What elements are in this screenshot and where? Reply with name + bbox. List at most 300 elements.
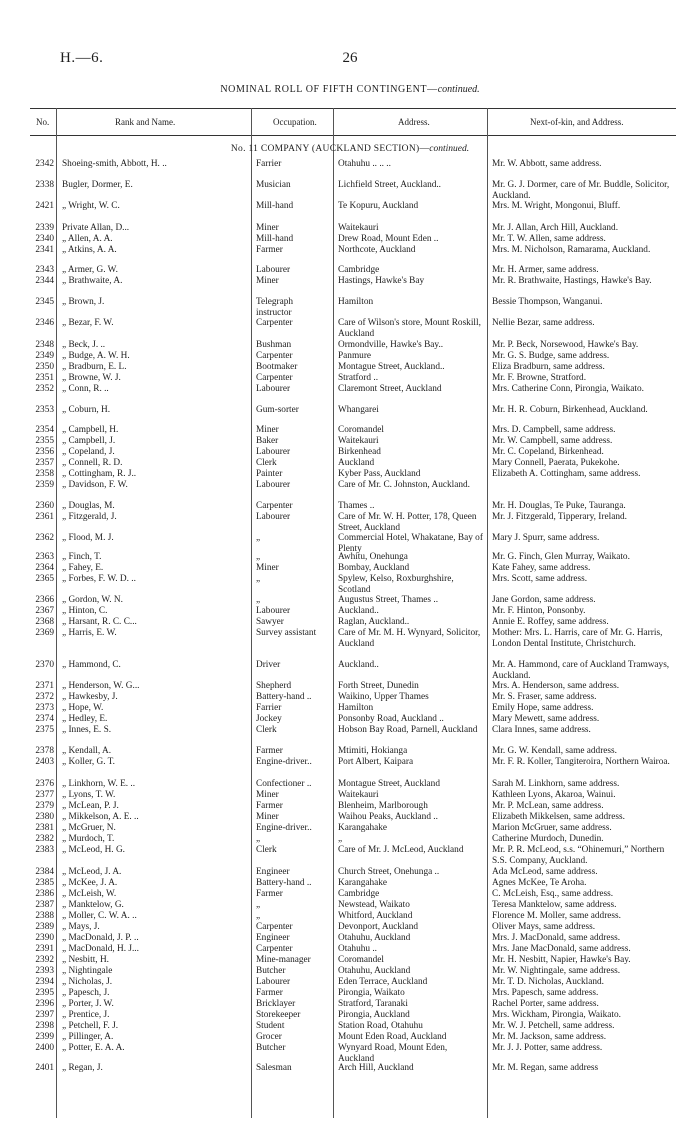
service-number: 2359 xyxy=(35,480,54,490)
rank-and-name: „ Koller, G. T. xyxy=(62,757,115,767)
occupation: Miner xyxy=(256,790,279,800)
occupation: Farmer xyxy=(256,245,283,255)
service-number: 2383 xyxy=(35,845,54,855)
occupation: Carpenter xyxy=(256,318,293,328)
address: Newstead, Waikato xyxy=(338,900,410,910)
next-of-kin: Mr. F. Browne, Stratford. xyxy=(492,373,587,383)
service-number: 2341 xyxy=(35,245,54,255)
occupation: Battery-hand .. xyxy=(256,878,312,888)
occupation: Labourer xyxy=(256,265,291,275)
address: Care of Mr. M. H. Wynyard, Solicitor, Auckland xyxy=(338,628,481,649)
service-number: 2356 xyxy=(35,447,54,457)
rank-and-name: „ Armer, G. W. xyxy=(62,265,118,275)
next-of-kin: Mr. J. Allan, Arch Hill, Auckland. xyxy=(492,223,619,233)
service-number: 2395 xyxy=(35,988,54,998)
next-of-kin: C. McLeish, Esq., same address. xyxy=(492,889,614,899)
page-header xyxy=(60,50,640,70)
occupation: Carpenter xyxy=(256,501,293,511)
next-of-kin: Kate Fahey, same address. xyxy=(492,563,591,573)
service-number: 2393 xyxy=(35,966,54,976)
column-divider xyxy=(487,108,488,1118)
occupation: Carpenter xyxy=(256,351,293,361)
address: „ xyxy=(338,834,343,844)
next-of-kin: Mrs. Wickham, Pirongia, Waikato. xyxy=(492,1010,621,1020)
rank-and-name: „ Fitzgerald, J. xyxy=(62,512,117,522)
service-number: 2345 xyxy=(35,297,54,307)
address: Claremont Street, Auckland xyxy=(338,384,442,394)
occupation: Butcher xyxy=(256,966,286,976)
address: Port Albert, Kaipara xyxy=(338,757,414,767)
next-of-kin: Emily Hope, same address. xyxy=(492,703,594,713)
next-of-kin: Mr. H. Nesbitt, Napier, Hawke's Bay. xyxy=(492,955,631,965)
service-number: 2377 xyxy=(35,790,54,800)
rank-and-name: „ Murdoch, T. xyxy=(62,834,115,844)
address: Commercial Hotel, Whakatane, Bay of Plenty xyxy=(338,533,483,554)
next-of-kin: Sarah M. Linkhorn, same address. xyxy=(492,779,620,789)
service-number: 2386 xyxy=(35,889,54,899)
rank-and-name: „ Bezar, F. W. xyxy=(62,318,114,328)
occupation: Carpenter xyxy=(256,922,293,932)
address: Cambridge xyxy=(338,265,380,275)
occupation: „ xyxy=(256,900,261,910)
occupation: Driver xyxy=(256,660,281,670)
rank-and-name: „ Potter, E. A. A. xyxy=(62,1043,125,1053)
service-number: 2348 xyxy=(35,340,54,350)
next-of-kin: Elizabeth A. Cottingham, same address. xyxy=(492,469,641,479)
service-number: 2339 xyxy=(35,223,54,233)
rank-and-name: „ Mikkelson, A. E. .. xyxy=(62,812,139,822)
service-number: 2349 xyxy=(35,351,54,361)
occupation: Mill-hand xyxy=(256,234,294,244)
rank-and-name: „ Forbes, F. W. D. .. xyxy=(62,574,136,584)
address: Hamilton xyxy=(338,297,374,307)
next-of-kin: Mr. G. J. Dormer, care of Mr. Buddle, Solicitor, Auckland. xyxy=(492,180,670,201)
service-number: 2392 xyxy=(35,955,54,965)
company-title: No. 11 COMPANY (AUCKLAND SECTION)— xyxy=(230,144,430,154)
service-number: 2388 xyxy=(35,911,54,921)
next-of-kin: Rachel Porter, same address. xyxy=(492,999,599,1009)
address: Waihou Peaks, Auckland .. xyxy=(338,812,438,822)
rank-and-name: „ MacDonald, H. J... xyxy=(62,944,139,954)
service-number: 2374 xyxy=(35,714,54,724)
rank-and-name: Private Allan, D... xyxy=(62,223,130,233)
rank-and-name: „ Nesbitt, H. xyxy=(62,955,109,965)
occupation: Confectioner .. xyxy=(256,779,312,789)
occupation: Baker xyxy=(256,436,279,446)
next-of-kin: Mr. W. Nightingale, same address. xyxy=(492,966,621,976)
rank-and-name: „ Hinton, C. xyxy=(62,606,108,616)
next-of-kin: Mr. G. Finch, Glen Murray, Waikato. xyxy=(492,552,630,562)
service-number: 2382 xyxy=(35,834,54,844)
occupation: Sawyer xyxy=(256,617,284,627)
occupation: Engine-driver.. xyxy=(256,757,312,767)
occupation: Bushman xyxy=(256,340,292,350)
next-of-kin: Mr. F. R. Koller, Tangiteroira, Northern Wairoa. xyxy=(492,757,670,767)
occupation: Labourer xyxy=(256,977,291,987)
rank-and-name: „ Manktelow, G. xyxy=(62,900,124,910)
occupation: Labourer xyxy=(256,606,291,616)
company-heading xyxy=(0,144,700,154)
address: Hamilton xyxy=(338,703,374,713)
address: Panmure xyxy=(338,351,372,361)
next-of-kin: Mary Connell, Paerata, Pukekohe. xyxy=(492,458,620,468)
rank-and-name: „ Harris, E. W. xyxy=(62,628,117,638)
rank-and-name: „ Harsant, R. C. C... xyxy=(62,617,137,627)
occupation: Bootmaker xyxy=(256,362,298,372)
occupation: Clerk xyxy=(256,458,277,468)
service-number: 2403 xyxy=(35,757,54,767)
next-of-kin: Mr. R. Brathwaite, Hastings, Hawke's Bay. xyxy=(492,276,652,286)
service-number: 2375 xyxy=(35,725,54,735)
next-of-kin: Bessie Thompson, Wanganui. xyxy=(492,297,603,307)
address: Care of Mr. C. Johnston, Auckland. xyxy=(338,480,470,490)
next-of-kin: Nellie Bezar, same address. xyxy=(492,318,595,328)
rank-and-name: „ Papesch, J. xyxy=(62,988,110,998)
next-of-kin: Catherine Murdoch, Dunedin. xyxy=(492,834,604,844)
next-of-kin: Mrs. A. Henderson, same address. xyxy=(492,681,620,691)
next-of-kin: Mr. F. Hinton, Ponsonby. xyxy=(492,606,586,616)
address: Whangarei xyxy=(338,405,379,415)
address: Northcote, Auckland xyxy=(338,245,416,255)
service-number: 2372 xyxy=(35,692,54,702)
occupation: „ xyxy=(256,911,261,921)
rank-and-name: „ Campbell, H. xyxy=(62,425,119,435)
service-number: 2357 xyxy=(35,458,54,468)
next-of-kin: Oliver Mays, same address. xyxy=(492,922,596,932)
next-of-kin: Jane Gordon, same address. xyxy=(492,595,596,605)
address: Karangahake xyxy=(338,878,388,888)
service-number: 2391 xyxy=(35,944,54,954)
address: Awhitu, Onehunga xyxy=(338,552,408,562)
next-of-kin: Mr. G. S. Budge, same address. xyxy=(492,351,610,361)
next-of-kin: Mr. W. Abbott, same address. xyxy=(492,159,602,169)
service-number: 2358 xyxy=(35,469,54,479)
roll-title-continued: continued. xyxy=(437,84,480,95)
next-of-kin: Mr. M. Jackson, same address. xyxy=(492,1032,607,1042)
service-number: 2398 xyxy=(35,1021,54,1031)
rank-and-name: „ Hedley, E. xyxy=(62,714,108,724)
col-header-rank-name: Rank and Name. xyxy=(115,117,176,127)
rank-and-name: „ Petchell, F. J. xyxy=(62,1021,119,1031)
address: Care of Mr. W. H. Potter, 178, Queen Street, Auckland xyxy=(338,512,477,533)
service-number: 2364 xyxy=(35,563,54,573)
address: Waitekauri xyxy=(338,790,379,800)
rank-and-name: „ Henderson, W. G... xyxy=(62,681,140,691)
occupation: Grocer xyxy=(256,1032,282,1042)
rank-and-name: „ Lyons, T. W. xyxy=(62,790,116,800)
address: Care of Wilson's store, Mount Roskill, Auckland xyxy=(338,318,481,339)
occupation: Storekeeper xyxy=(256,1010,301,1020)
service-number: 2368 xyxy=(35,617,54,627)
rank-and-name: „ Linkhorn, W. E. .. xyxy=(62,779,136,789)
occupation: Butcher xyxy=(256,1043,286,1053)
service-number: 2381 xyxy=(35,823,54,833)
occupation: Telegraph instructor xyxy=(256,297,294,318)
address: Eden Terrace, Auckland xyxy=(338,977,428,987)
rank-and-name: „ Connell, R. D. xyxy=(62,458,123,468)
rank-and-name: „ Bradburn, E. L. xyxy=(62,362,127,372)
service-number: 2367 xyxy=(35,606,54,616)
rank-and-name: „ Atkins, A. A. xyxy=(62,245,117,255)
col-header-no: No. xyxy=(36,117,50,127)
roll-title xyxy=(0,84,700,95)
address: Birkenhead xyxy=(338,447,381,457)
service-number: 2338 xyxy=(35,180,54,190)
service-number: 2379 xyxy=(35,801,54,811)
service-number: 2363 xyxy=(35,552,54,562)
roll-title-text: NOMINAL ROLL OF FIFTH CONTINGENT— xyxy=(220,84,438,95)
occupation: „ xyxy=(256,552,261,562)
col-header-occupation: Occupation. xyxy=(273,117,317,127)
rank-and-name: „ Conn, R. .. xyxy=(62,384,109,394)
column-header-row xyxy=(30,108,676,136)
service-number: 2387 xyxy=(35,900,54,910)
address: Pirongia, Waikato xyxy=(338,988,405,998)
address: Station Road, Otahuhu xyxy=(338,1021,423,1031)
next-of-kin: Mr. J. J. Potter, same address. xyxy=(492,1043,603,1053)
address: Waitekauri xyxy=(338,436,379,446)
address: Devonport, Auckland xyxy=(338,922,419,932)
rank-and-name: Bugler, Dormer, E. xyxy=(62,180,133,190)
address: Cambridge xyxy=(338,889,380,899)
occupation: Miner xyxy=(256,223,279,233)
address: Otahuhu, Auckland xyxy=(338,966,411,976)
occupation: Carpenter xyxy=(256,373,293,383)
company-continued: continued. xyxy=(429,144,470,154)
address: Raglan, Auckland.. xyxy=(338,617,410,627)
occupation: Musician xyxy=(256,180,291,190)
rank-and-name: „ Brown, J. xyxy=(62,297,105,307)
rank-and-name: „ Copeland, J. xyxy=(62,447,115,457)
rank-and-name: Shoeing-smith, Abbott, H. .. xyxy=(62,159,167,169)
series-code: H.—6. xyxy=(60,50,104,66)
service-number: 2355 xyxy=(35,436,54,446)
occupation: Student xyxy=(256,1021,285,1031)
occupation: Mill-hand xyxy=(256,201,294,211)
rank-and-name: „ Allen, A. A. xyxy=(62,234,113,244)
occupation: Labourer xyxy=(256,447,291,457)
column-divider xyxy=(251,108,252,1118)
rank-and-name: „ Kendall, A. xyxy=(62,746,112,756)
rank-and-name: „ Douglas, M. xyxy=(62,501,115,511)
next-of-kin: Marion McGruer, same address. xyxy=(492,823,612,833)
occupation: „ xyxy=(256,834,261,844)
address: Lichfield Street, Auckland.. xyxy=(338,180,442,190)
address: Coromandel xyxy=(338,955,384,965)
next-of-kin: Ada McLeod, same address. xyxy=(492,867,598,877)
occupation: Survey assistant xyxy=(256,628,317,638)
address: Ormondville, Hawke's Bay.. xyxy=(338,340,444,350)
service-number: 2378 xyxy=(35,746,54,756)
next-of-kin: Mr. T. W. Allen, same address. xyxy=(492,234,606,244)
service-number: 2376 xyxy=(35,779,54,789)
address: Church Street, Onehunga .. xyxy=(338,867,440,877)
occupation: Labourer xyxy=(256,480,291,490)
rank-and-name: „ Nicholas, J. xyxy=(62,977,113,987)
rank-and-name: „ McLeod, J. A. xyxy=(62,867,122,877)
occupation: Farmer xyxy=(256,988,283,998)
service-number: 2351 xyxy=(35,373,54,383)
service-number: 2360 xyxy=(35,501,54,511)
rank-and-name: „ Campbell, J. xyxy=(62,436,116,446)
next-of-kin: Mr. W. J. Petchell, same address. xyxy=(492,1021,615,1031)
occupation: Clerk xyxy=(256,845,277,855)
service-number: 2366 xyxy=(35,595,54,605)
address: Kyber Pass, Auckland xyxy=(338,469,421,479)
column-divider xyxy=(333,108,334,1118)
occupation: Farmer xyxy=(256,746,283,756)
address: Pirongia, Auckland xyxy=(338,1010,410,1020)
rank-and-name: „ Flood, M. J. xyxy=(62,533,114,543)
next-of-kin: Annie E. Roffey, same address. xyxy=(492,617,609,627)
service-number: 2340 xyxy=(35,234,54,244)
next-of-kin: Mrs. M. Nicholson, Ramarama, Auckland. xyxy=(492,245,651,255)
rank-and-name: „ McLeish, W. xyxy=(62,889,117,899)
next-of-kin: Mr. J. Fitzgerald, Tipperary, Ireland. xyxy=(492,512,627,522)
address: Waitekauri xyxy=(338,223,379,233)
service-number: 2365 xyxy=(35,574,54,584)
next-of-kin: Mr. G. W. Kendall, same address. xyxy=(492,746,617,756)
service-number: 2370 xyxy=(35,660,54,670)
next-of-kin: Mr. C. Copeland, Birkenhead. xyxy=(492,447,604,457)
occupation: Salesman xyxy=(256,1063,292,1073)
occupation: Labourer xyxy=(256,512,291,522)
occupation: Engineer xyxy=(256,867,290,877)
rank-and-name: „ Fahey, E. xyxy=(62,563,104,573)
rank-and-name: „ Beck, J. .. xyxy=(62,340,106,350)
rank-and-name: „ McLean, P. J. xyxy=(62,801,119,811)
service-number: 2384 xyxy=(35,867,54,877)
service-number: 2385 xyxy=(35,878,54,888)
service-number: 2400 xyxy=(35,1043,54,1053)
next-of-kin: Mr. P. Beck, Norsewood, Hawke's Bay. xyxy=(492,340,639,350)
rank-and-name: „ Brathwaite, A. xyxy=(62,276,123,286)
occupation: Carpenter xyxy=(256,944,293,954)
rank-and-name: „ McKee, J. A. xyxy=(62,878,118,888)
rank-and-name: „ Cottingham, R. J.. xyxy=(62,469,137,479)
occupation: „ xyxy=(256,595,261,605)
next-of-kin: Florence M. Moller, same address. xyxy=(492,911,621,921)
address: Otahuhu .. .. .. xyxy=(338,159,391,169)
rank-and-name: „ Pillinger, A. xyxy=(62,1032,114,1042)
column-divider xyxy=(56,108,57,1118)
rank-and-name: „ Hammond, C. xyxy=(62,660,121,670)
col-header-next-of-kin: Next-of-kin, and Address. xyxy=(530,117,624,127)
next-of-kin: Clara Innes, same address. xyxy=(492,725,591,735)
address: Arch Hill, Auckland xyxy=(338,1063,414,1073)
address: Montague Street, Auckland.. xyxy=(338,362,445,372)
occupation: Shepherd xyxy=(256,681,292,691)
service-number: 2380 xyxy=(35,812,54,822)
address: Otahuhu .. xyxy=(338,944,377,954)
next-of-kin: Mary J. Spurr, same address. xyxy=(492,533,600,543)
occupation: Mine-manager xyxy=(256,955,311,965)
page-number: 26 xyxy=(342,50,358,66)
occupation: „ xyxy=(256,574,261,584)
address: Thames .. xyxy=(338,501,375,511)
address: Karangahake xyxy=(338,823,388,833)
service-number: 2342 xyxy=(35,159,54,169)
next-of-kin: Mrs. Catherine Conn, Pirongia, Waikato. xyxy=(492,384,644,394)
address: Wynyard Road, Mount Eden, Auckland xyxy=(338,1043,448,1064)
address: Augustus Street, Thames .. xyxy=(338,595,439,605)
rank-and-name: „ MacDonald, J. P. .. xyxy=(62,933,139,943)
next-of-kin: Mrs. M. Wright, Mongonui, Bluff. xyxy=(492,201,621,211)
service-number: 2401 xyxy=(35,1063,54,1073)
occupation: Battery-hand .. xyxy=(256,692,312,702)
rank-and-name: „ Porter, J. W. xyxy=(62,999,114,1009)
occupation: Miner xyxy=(256,563,279,573)
address: Bombay, Auckland xyxy=(338,563,410,573)
col-header-address: Address. xyxy=(398,117,430,127)
address: Hastings, Hawke's Bay xyxy=(338,276,425,286)
address: Hobson Bay Road, Parnell, Auckland xyxy=(338,725,478,735)
next-of-kin: Mr. H. Armer, same address. xyxy=(492,265,599,275)
next-of-kin: Mary Mewett, same address. xyxy=(492,714,600,724)
rank-and-name: „ Moller, C. W. A. .. xyxy=(62,911,137,921)
next-of-kin: Elizabeth Mikkelsen, same address. xyxy=(492,812,625,822)
service-number: 2399 xyxy=(35,1032,54,1042)
service-number: 2394 xyxy=(35,977,54,987)
rank-and-name: „ Hope, W. xyxy=(62,703,104,713)
rank-and-name: „ Davidson, F. W. xyxy=(62,480,128,490)
occupation: Farrier xyxy=(256,703,282,713)
occupation: Farmer xyxy=(256,889,283,899)
rank-and-name: „ Mays, J. xyxy=(62,922,100,932)
service-number: 2390 xyxy=(35,933,54,943)
address: Mount Eden Road, Auckland xyxy=(338,1032,447,1042)
address: Blenheim, Marlborough xyxy=(338,801,428,811)
service-number: 2350 xyxy=(35,362,54,372)
service-number: 2421 xyxy=(35,201,54,211)
address: Montague Street, Auckland xyxy=(338,779,440,789)
service-number: 2389 xyxy=(35,922,54,932)
address: Stratford .. xyxy=(338,373,379,383)
service-number: 2352 xyxy=(35,384,54,394)
occupation: Engine-driver.. xyxy=(256,823,312,833)
service-number: 2396 xyxy=(35,999,54,1009)
address: Whitford, Auckland xyxy=(338,911,413,921)
rank-and-name: „ Prentice, J. xyxy=(62,1010,110,1020)
occupation: Bricklayer xyxy=(256,999,296,1009)
address: Auckland.. xyxy=(338,606,379,616)
service-number: 2362 xyxy=(35,533,54,543)
next-of-kin: Kathleen Lyons, Akaroa, Wainui. xyxy=(492,790,616,800)
address: Care of Mr. J. McLeod, Auckland xyxy=(338,845,464,855)
address: Ponsonby Road, Auckland .. xyxy=(338,714,444,724)
address: Coromandel xyxy=(338,425,384,435)
address: Auckland xyxy=(338,458,375,468)
service-number: 2343 xyxy=(35,265,54,275)
address: Otahuhu, Auckland xyxy=(338,933,411,943)
occupation: Clerk xyxy=(256,725,277,735)
rank-and-name: „ Coburn, H. xyxy=(62,405,111,415)
occupation: Miner xyxy=(256,276,279,286)
rank-and-name: „ McGruer, N. xyxy=(62,823,116,833)
service-number: 2371 xyxy=(35,681,54,691)
next-of-kin: Mrs. Jane MacDonald, same address. xyxy=(492,944,631,954)
occupation: Painter xyxy=(256,469,283,479)
service-number: 2369 xyxy=(35,628,54,638)
next-of-kin: Mr. A. Hammond, care of Auckland Tramways, Auckland. xyxy=(492,660,670,681)
rank-and-name: „ Budge, A. W. H. xyxy=(62,351,130,361)
service-number: 2346 xyxy=(35,318,54,328)
rank-and-name: „ Innes, E. S. xyxy=(62,725,112,735)
occupation: Miner xyxy=(256,812,279,822)
address: Forth Street, Dunedin xyxy=(338,681,419,691)
next-of-kin: Mr. S. Fraser, same address. xyxy=(492,692,597,702)
address: Mtimiti, Hokianga xyxy=(338,746,408,756)
